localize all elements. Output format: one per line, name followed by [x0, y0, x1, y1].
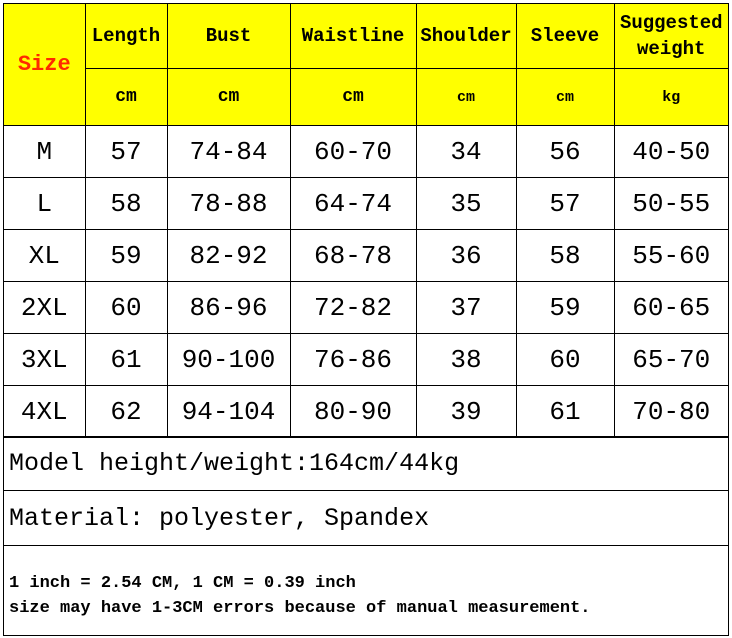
length-cell: 61	[85, 334, 167, 386]
sleeve-cell: 60	[516, 334, 614, 386]
size-header: Size	[4, 4, 85, 126]
sleeve-cell: 59	[516, 282, 614, 334]
model-info: Model height/weight:164cm/44kg	[4, 436, 728, 490]
measurement-notes	[4, 545, 728, 635]
size-table	[4, 4, 728, 438]
shoulder-cell: 38	[416, 334, 516, 386]
column-header-waistline: Waistline	[290, 4, 416, 69]
unit-row	[4, 69, 728, 126]
table-row	[4, 126, 728, 178]
shoulder-cell: 35	[416, 178, 516, 230]
sleeve-cell: 56	[516, 126, 614, 178]
length-cell: 62	[85, 386, 167, 438]
unit-length: cm	[85, 69, 167, 126]
table-row	[4, 334, 728, 386]
bust-cell: 82-92	[167, 230, 290, 282]
size-cell: L	[4, 178, 85, 230]
size-cell: XL	[4, 230, 85, 282]
table-row	[4, 282, 728, 334]
shoulder-cell: 34	[416, 126, 516, 178]
size-cell: 3XL	[4, 334, 85, 386]
sleeve-cell: 57	[516, 178, 614, 230]
table-row	[4, 386, 728, 438]
size-cell: 4XL	[4, 386, 85, 438]
weight-cell: 60-65	[614, 282, 728, 334]
column-header-bust: Bust	[167, 4, 290, 69]
weight-cell: 65-70	[614, 334, 728, 386]
unit-weight: kg	[614, 69, 728, 126]
size-chart	[3, 3, 729, 636]
bust-cell: 90-100	[167, 334, 290, 386]
bust-cell: 86-96	[167, 282, 290, 334]
weight-cell: 70-80	[614, 386, 728, 438]
waistline-cell: 76-86	[290, 334, 416, 386]
waistline-cell: 64-74	[290, 178, 416, 230]
error-note: size may have 1-3CM errors because of manual measurement.	[9, 599, 591, 618]
shoulder-cell: 39	[416, 386, 516, 438]
weight-cell: 40-50	[614, 126, 728, 178]
bust-cell: 94-104	[167, 386, 290, 438]
weight-cell: 55-60	[614, 230, 728, 282]
bust-cell: 78-88	[167, 178, 290, 230]
conversion-note: 1 inch = 2.54 CM, 1 CM = 0.39 inch	[9, 574, 356, 593]
column-header-suggested-weight: Suggested weight	[614, 4, 728, 69]
waistline-cell: 72-82	[290, 282, 416, 334]
unit-shoulder: cm	[416, 69, 516, 126]
length-cell: 59	[85, 230, 167, 282]
unit-waistline: cm	[290, 69, 416, 126]
sleeve-cell: 61	[516, 386, 614, 438]
waistline-cell: 60-70	[290, 126, 416, 178]
size-cell: M	[4, 126, 85, 178]
shoulder-cell: 36	[416, 230, 516, 282]
table-row	[4, 230, 728, 282]
weight-cell: 50-55	[614, 178, 728, 230]
column-header-shoulder: Shoulder	[416, 4, 516, 69]
shoulder-cell: 37	[416, 282, 516, 334]
length-cell: 58	[85, 178, 167, 230]
waistline-cell: 68-78	[290, 230, 416, 282]
material-info: Material: polyester, Spandex	[4, 490, 728, 545]
unit-bust: cm	[167, 69, 290, 126]
length-cell: 60	[85, 282, 167, 334]
size-cell: 2XL	[4, 282, 85, 334]
length-cell: 57	[85, 126, 167, 178]
unit-sleeve: cm	[516, 69, 614, 126]
table-row	[4, 178, 728, 230]
column-header-length: Length	[85, 4, 167, 69]
column-header-sleeve: Sleeve	[516, 4, 614, 69]
bust-cell: 74-84	[167, 126, 290, 178]
header-row	[4, 4, 728, 69]
sleeve-cell: 58	[516, 230, 614, 282]
waistline-cell: 80-90	[290, 386, 416, 438]
